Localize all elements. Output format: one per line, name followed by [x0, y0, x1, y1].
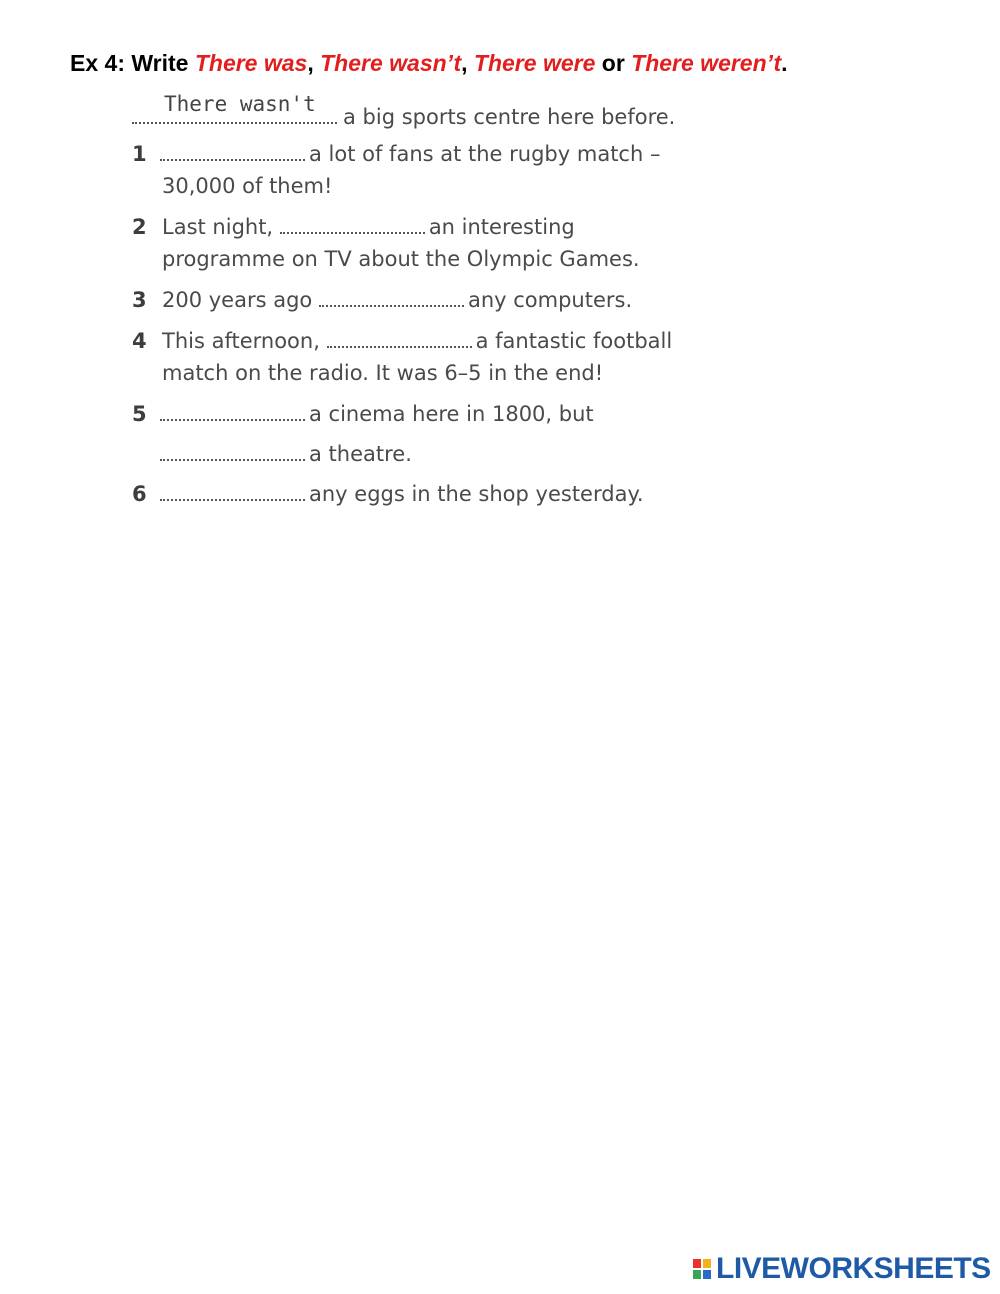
liveworksheets-logo: [692, 1252, 991, 1286]
item-text: a lot of fans at the rugby match –: [309, 142, 661, 166]
example-answer: There wasn't: [164, 92, 316, 116]
item-text: any eggs in the shop yesterday.: [309, 482, 644, 506]
title-separator: ,: [307, 50, 321, 76]
brand-name: LIVEWORKSHEETS: [716, 1252, 991, 1285]
example-text: a big sports centre here before.: [343, 105, 676, 129]
option-there-was: There was: [194, 50, 308, 76]
item-text: a fantastic football: [475, 329, 673, 353]
item-number: 1: [132, 142, 147, 166]
item-number: 5: [132, 402, 147, 426]
title-end: .: [781, 50, 788, 76]
answer-blank-5a[interactable]: [160, 399, 305, 421]
option-there-werent: There weren’t: [631, 50, 782, 76]
item-text: Last night,: [162, 215, 274, 239]
item-text: an interesting: [428, 215, 575, 239]
title-separator: or: [595, 50, 632, 76]
answer-blank-3[interactable]: [319, 285, 464, 307]
option-there-wasnt: There wasn’t: [320, 50, 462, 76]
item-text: any computers.: [467, 288, 633, 312]
example-answer-blank: [132, 92, 337, 124]
answer-blank-4[interactable]: [327, 326, 472, 348]
answer-blank-2[interactable]: [280, 212, 425, 234]
item-text: 30,000 of them!: [162, 174, 333, 198]
item-number: 6: [132, 482, 147, 506]
title-prefix: Ex 4: Write: [70, 50, 195, 76]
item-number: 4: [132, 329, 147, 353]
answer-blank-5b[interactable]: [160, 439, 305, 461]
item-text: 200 years ago: [162, 288, 313, 312]
answer-blank-1[interactable]: [160, 139, 305, 161]
item-text: a theatre.: [309, 442, 412, 466]
option-there-were: There were: [473, 50, 596, 76]
item-text: programme on TV about the Olympic Games.: [162, 247, 640, 271]
liveworksheets-logo-icon: [692, 1258, 712, 1280]
title-separator: ,: [461, 50, 474, 76]
item-number: 3: [132, 288, 147, 312]
item-number: 2: [132, 215, 147, 239]
answer-blank-6[interactable]: [160, 479, 305, 501]
exercise-title: [70, 50, 788, 77]
example-sentence: [132, 92, 676, 133]
item-text: match on the radio. It was 6–5 in the end!: [162, 361, 604, 385]
item-text: This afternoon,: [162, 329, 320, 353]
item-text: a cinema here in 1800, but: [309, 402, 594, 426]
